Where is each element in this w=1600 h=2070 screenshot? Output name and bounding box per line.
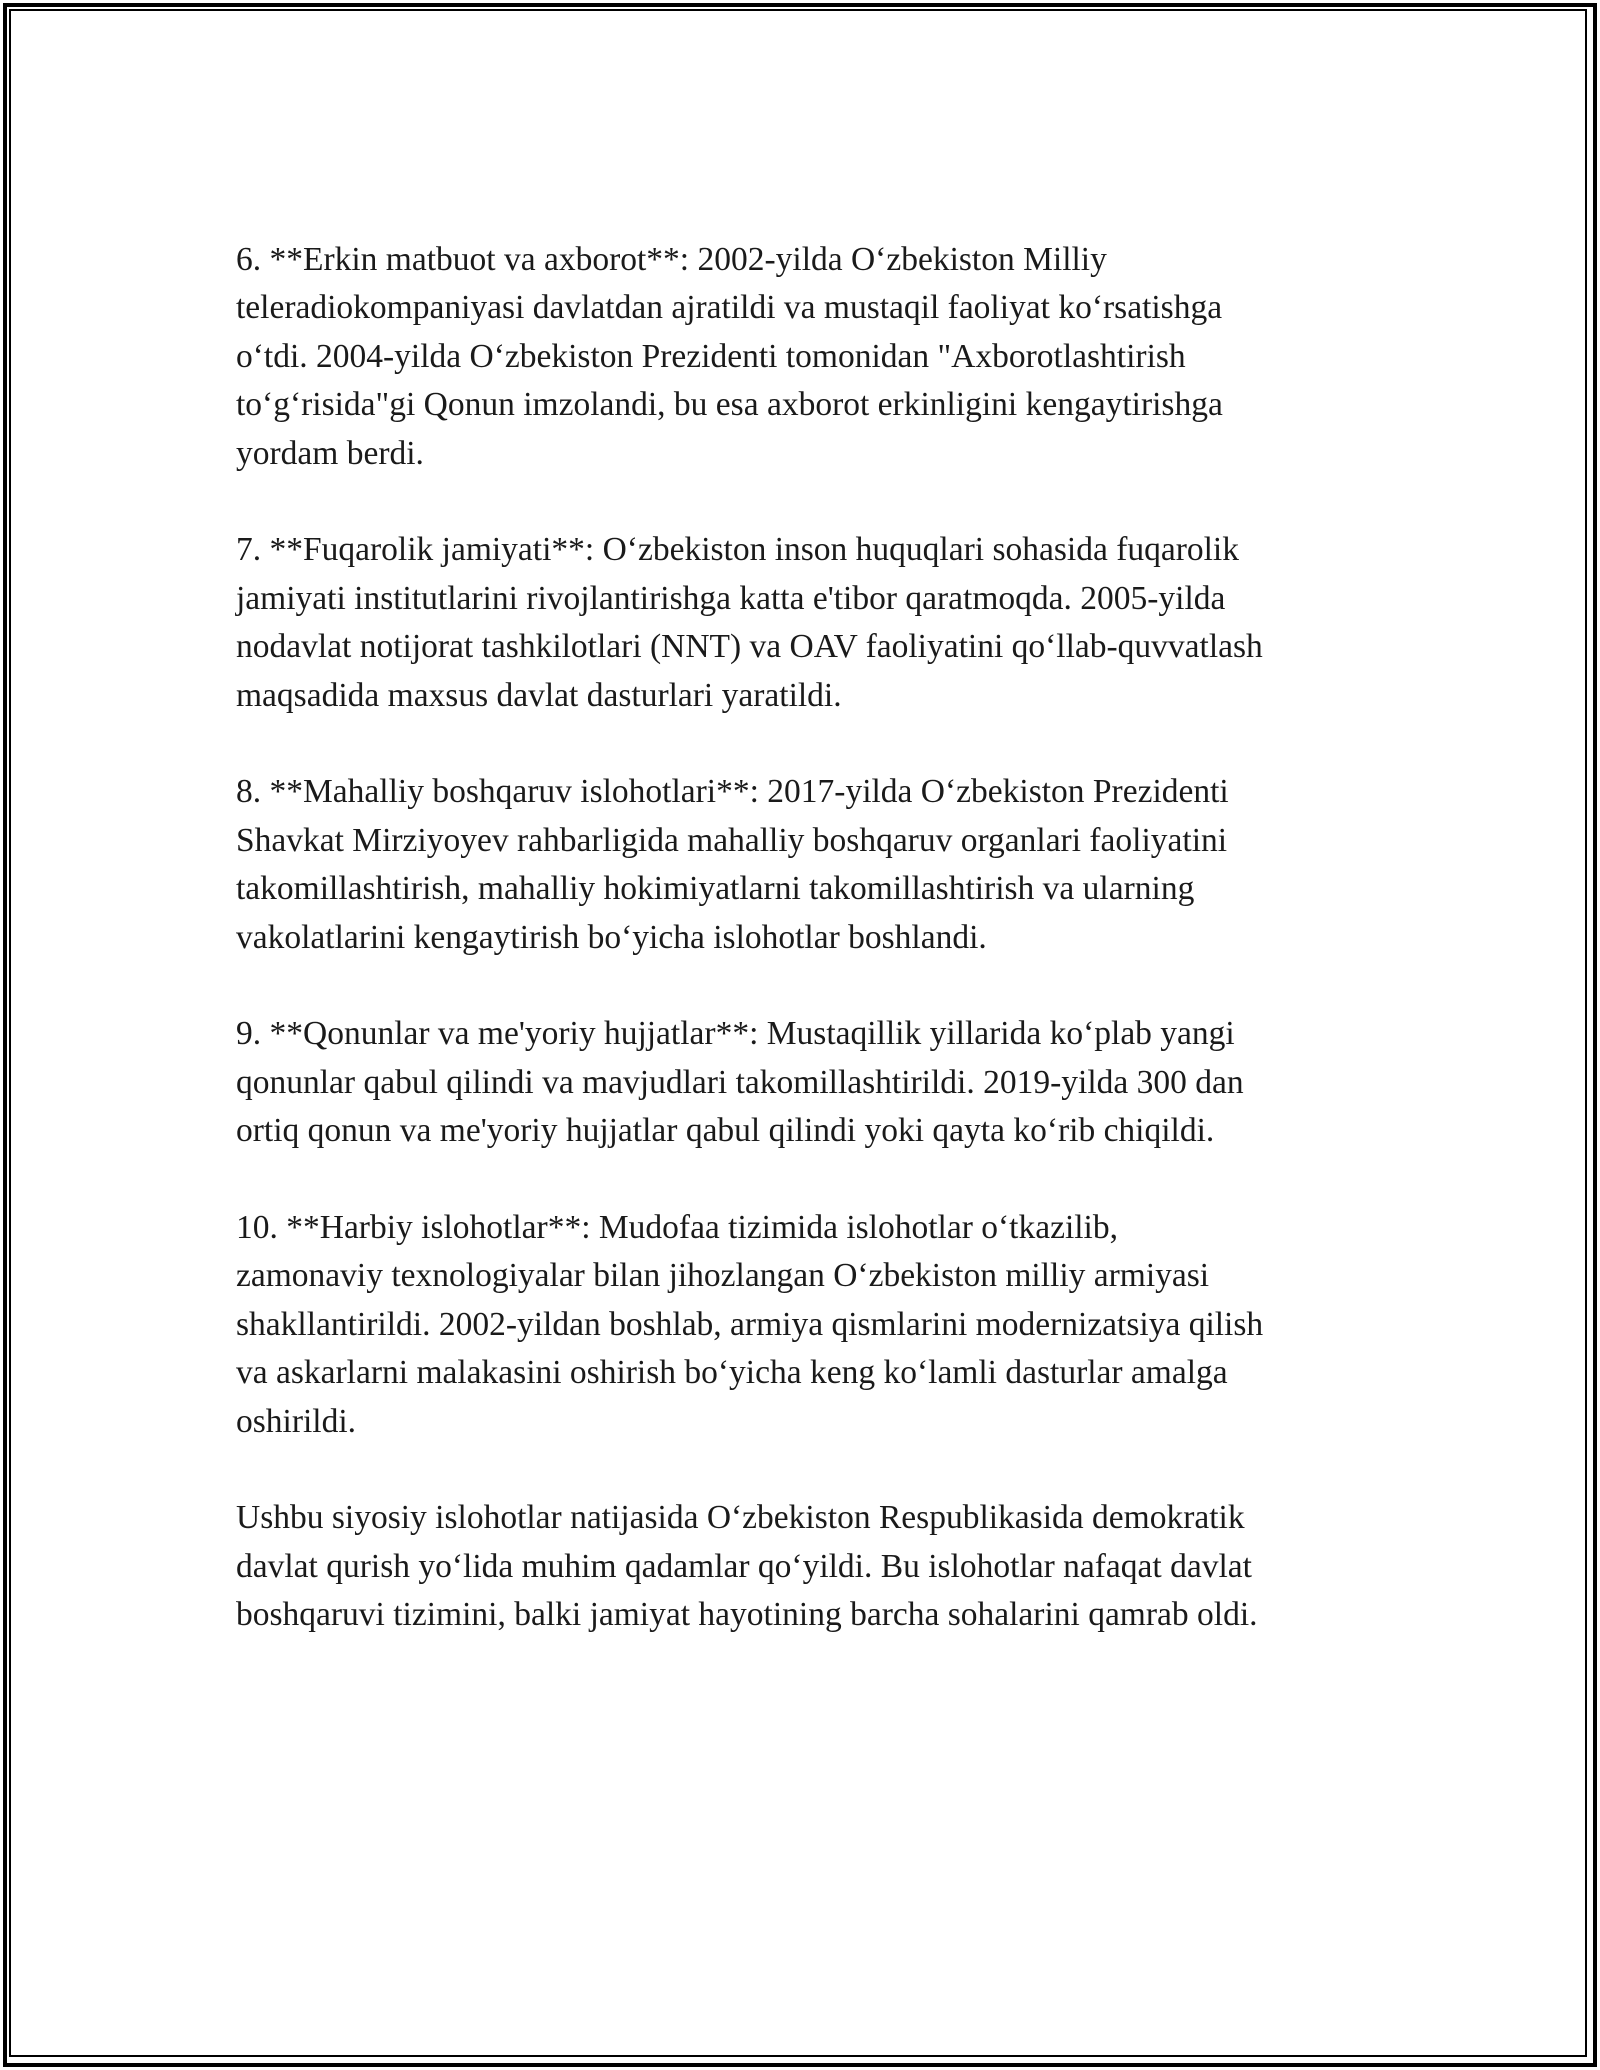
- text-line: 6. **Erkin matbuot va axborot**: 2002-yilda O‘zbekiston Milliy: [236, 241, 1107, 278]
- paragraph-harbiy-islohotlar: [236, 1204, 1396, 1446]
- text-line: boshqaruvi tizimini, balki jamiyat hayotining barcha sohalarini qamrab oldi.: [236, 1596, 1258, 1634]
- document-body: [236, 236, 1396, 1640]
- text-line: Shavkat Mirziyoyev rahbarligida mahalliy boshqaruv organlari faoliyatini: [236, 821, 1228, 859]
- text-line: Ushbu siyosiy islohotlar natijasida O‘zbekiston Respublikasida demokratik: [236, 1499, 1245, 1537]
- text-line: yordam berdi.: [236, 434, 424, 472]
- text-line: maqsadida maxsus davlat dasturlari yaratildi.: [236, 676, 842, 714]
- text-line: teleradiokompaniyasi davlatdan ajratildi va mustaqil faoliyat ko‘rsatishga: [236, 289, 1223, 327]
- text-line: oshirildi.: [236, 1402, 357, 1440]
- text-line: nodavlat notijorat tashkilotlari (NNT) va OAV faoliyatini qo‘llab-quvvatlash: [236, 628, 1263, 666]
- text-line: 7. **Fuqarolik jamiyati**: O‘zbekiston inson huquqlari sohasida fuqarolik: [236, 531, 1239, 569]
- text-line: shakllantirildi. 2002-yildan boshlab, armiya qismlarini modernizatsiya qilish: [236, 1305, 1264, 1343]
- text-line: jamiyati institutlarini rivojlantirishga katta e'tibor qaratmoqda. 2005-yilda: [236, 579, 1226, 617]
- paragraph-conclusion: [236, 1494, 1396, 1639]
- text-line: qonunlar qabul qilindi va mavjudlari takomillashtirildi. 2019-yilda 300 dan: [236, 1063, 1244, 1101]
- text-line: vakolatlarini kengaytirish bo‘yicha islohotlar boshlandi.: [236, 918, 987, 956]
- text-line: takomillashtirish, mahalliy hokimiyatlarni takomillashtirish va ularning: [236, 870, 1195, 908]
- paragraph-qonunlar: [236, 1010, 1396, 1155]
- text-line: 10. **Harbiy islohotlar**: Mudofaa tizimida islohotlar o‘tkazilib,: [236, 1209, 1118, 1247]
- text-line: ortiq qonun va me'yoriy hujjatlar qabul qilindi yoki qayta ko‘rib chiqildi.: [236, 1112, 1215, 1150]
- paragraph-erkin-matbuot: [236, 236, 1396, 478]
- text-line: va askarlarni malakasini oshirish bo‘yicha keng ko‘lamli dasturlar amalga: [236, 1354, 1228, 1392]
- text-line: zamonaviy texnologiyalar bilan jihozlangan O‘zbekiston milliy armiyasi: [236, 1257, 1210, 1295]
- text-line: 9. **Qonunlar va me'yoriy hujjatlar**: Mustaqillik yillarida ko‘plab yangi: [236, 1015, 1235, 1053]
- paragraph-mahalliy-boshqaruv: [236, 768, 1396, 962]
- text-line: to‘g‘risida"gi Qonun imzolandi, bu esa axborot erkinligini kengaytirishga: [236, 386, 1223, 424]
- paragraph-fuqarolik-jamiyati: [236, 526, 1396, 720]
- text-line: 8. **Mahalliy boshqaruv islohotlari**: 2017-yilda O‘zbekiston Prezidenti: [236, 773, 1229, 811]
- text-line: davlat qurish yo‘lida muhim qadamlar qo‘yildi. Bu islohotlar nafaqat davlat: [236, 1547, 1252, 1585]
- text-line: o‘tdi. 2004-yilda O‘zbekiston Prezidenti tomonidan "Axborotlashtirish: [236, 337, 1186, 375]
